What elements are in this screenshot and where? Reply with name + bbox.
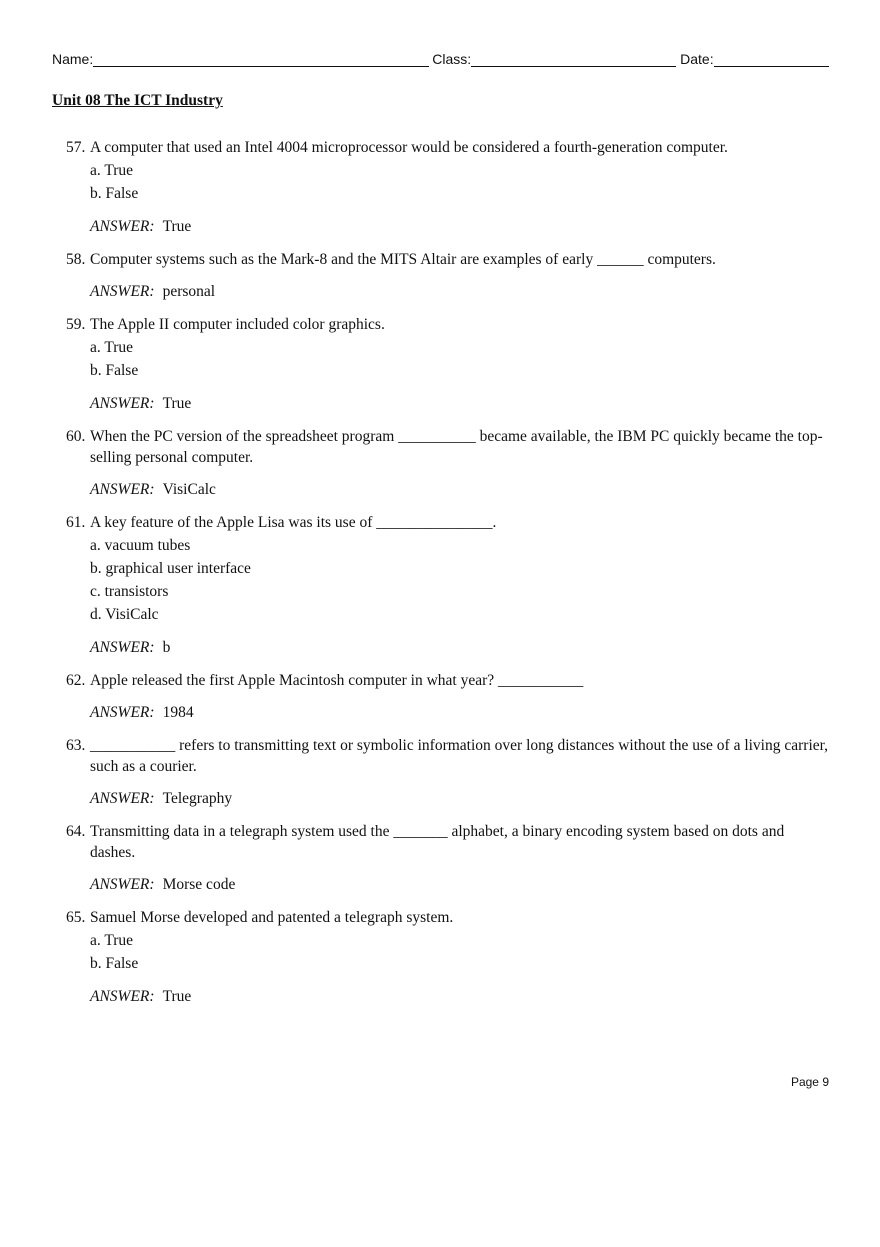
answer-line [90,637,832,658]
answer-value: Telegraphy [162,790,233,807]
date-line [714,51,829,67]
answer-value: True [162,395,192,412]
answer-line [90,874,832,895]
option-list [90,159,832,205]
class-label: Class: [432,51,472,67]
option-list [90,929,832,975]
answer-label: ANSWER: [90,395,155,412]
option-item: b. False [90,185,139,202]
question-number: 60. [66,428,86,445]
option-list [90,336,832,382]
name-label: Name: [52,51,94,67]
answer-label: ANSWER: [90,218,155,235]
answer-value: 1984 [162,704,194,721]
answer-line [90,281,832,302]
answer-value: personal [162,283,216,300]
option-item: b. graphical user interface [90,560,251,577]
option-item: c. transistors [90,583,169,600]
question-item [52,735,832,809]
question-number: 57. [66,139,86,156]
question-text: A key feature of the Apple Lisa was its use of _______________. [90,514,497,531]
question-text: When the PC version of the spreadsheet program __________ became available, the IBM PC quickly became the top-selling personal computer. [90,428,823,466]
answer-line [90,393,832,414]
answer-value: VisiCalc [162,481,216,498]
question-item [52,907,832,1007]
answer-label: ANSWER: [90,639,155,656]
question-item [52,249,832,302]
header-fields [52,51,829,67]
question-text: A computer that used an Intel 4004 microprocessor would be considered a fourth-generation computer. [90,139,728,156]
answer-line [90,986,832,1007]
question-item [52,512,832,658]
question-text: ___________ refers to transmitting text or symbolic information over long distances without the use of a living carrier, such as a courier. [90,737,829,775]
answer-label: ANSWER: [90,481,155,498]
option-item: a. True [90,339,134,356]
date-label: Date: [680,51,714,67]
question-item [52,314,832,414]
question-number: 63. [66,737,86,754]
unit-title: Unit 08 The ICT Industry [52,92,223,109]
question-number: 65. [66,909,86,926]
option-item: a. True [90,932,134,949]
answer-line [90,788,832,809]
option-item: b. False [90,362,139,379]
question-number: 61. [66,514,86,531]
answer-line [90,479,832,500]
page-number: Page 9 [790,1075,829,1089]
answer-label: ANSWER: [90,876,155,893]
answer-value: b [162,639,171,656]
option-list [90,534,832,626]
answer-label: ANSWER: [90,704,155,721]
question-item [52,670,832,723]
question-number: 62. [66,672,86,689]
answer-line [90,216,832,237]
answer-line [90,702,832,723]
question-item [52,821,832,895]
answer-label: ANSWER: [90,283,155,300]
question-text: Transmitting data in a telegraph system used the _______ alphabet, a binary encoding system based on dots and dashes. [90,823,785,861]
option-item: b. False [90,955,139,972]
question-item [52,137,832,237]
answer-label: ANSWER: [90,790,155,807]
class-line [471,51,676,67]
option-item: a. vacuum tubes [90,537,191,554]
question-text: The Apple II computer included color graphics. [90,316,385,333]
option-item: a. True [90,162,134,179]
question-text: Samuel Morse developed and patented a telegraph system. [90,909,454,926]
question-list [52,137,832,1007]
answer-label: ANSWER: [90,988,155,1005]
question-number: 59. [66,316,86,333]
answer-value: True [162,218,192,235]
answer-value: Morse code [162,876,236,893]
answer-value: True [162,988,192,1005]
question-number: 64. [66,823,86,840]
question-text: Apple released the first Apple Macintosh computer in what year? ___________ [90,672,584,689]
question-text: Computer systems such as the Mark-8 and the MITS Altair are examples of early ______ computers. [90,251,716,268]
name-line [93,51,429,67]
option-item: d. VisiCalc [90,606,159,623]
question-item [52,426,832,500]
question-number: 58. [66,251,86,268]
